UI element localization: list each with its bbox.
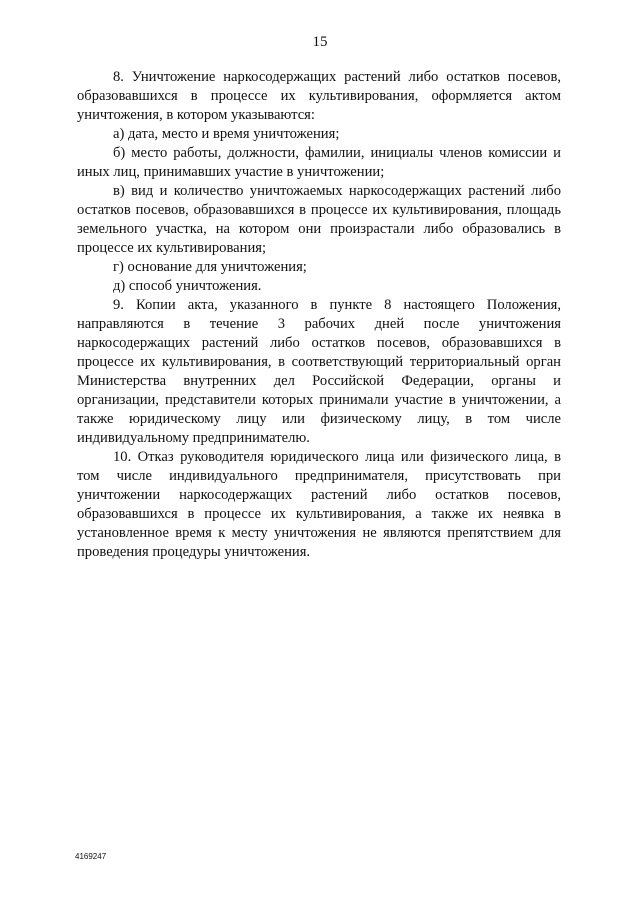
list-item-g: г) основание для уничтожения; [113,259,307,275]
list-item-v: в) вид и количество уничтожаемых наркосодержащих растений либо остатков посевов, образовавшихся в процессе их культивирования, площадь земельного участка, на котором они произрастали либо образовались в процессе их культивирования; [77,183,561,256]
page-number: 15 [312,34,328,50]
list-item-a: а) дата, место и время уничтожения; [113,126,340,142]
document-body [77,68,561,562]
paragraph-8: 8. Уничтожение наркосодержащих растений либо остатков посевов, образовавшихся в процессе их культивирования, оформляется актом уничтожения, в котором указываются: [77,69,561,123]
document-code: 4169247 [75,852,107,861]
list-item-b: б) место работы, должности, фамилии, инициалы членов комиссии и иных лиц, принимавших участие в уничтожении; [77,145,561,180]
list-item-d: д) способ уничтожения. [113,278,262,294]
paragraph-9: 9. Копии акта, указанного в пункте 8 настоящего Положения, направляются в течение 3 рабочих дней после уничтожения наркосодержащих растений либо остатков посевов, образовавшихся в процессе их культивирования, в соответствующий территориальный орган Министерства внутренних дел Российской Федерации, органы и организации, представители которых принимали участие в уничтожении, а также юридическому лицу или физическому лицу, в том числе индивидуальному предпринимателю. [77,297,561,446]
paragraph-10: 10. Отказ руководителя юридического лица или физического лица, в том числе индивидуального предпринимателя, присутствовать при уничтожении наркосодержащих растений либо остатков посевов, образовавшихся в процессе их культивирования, а также их неявка в установленное время к месту уничтожения не являются препятствием для проведения процедуры уничтожения. [77,449,561,560]
